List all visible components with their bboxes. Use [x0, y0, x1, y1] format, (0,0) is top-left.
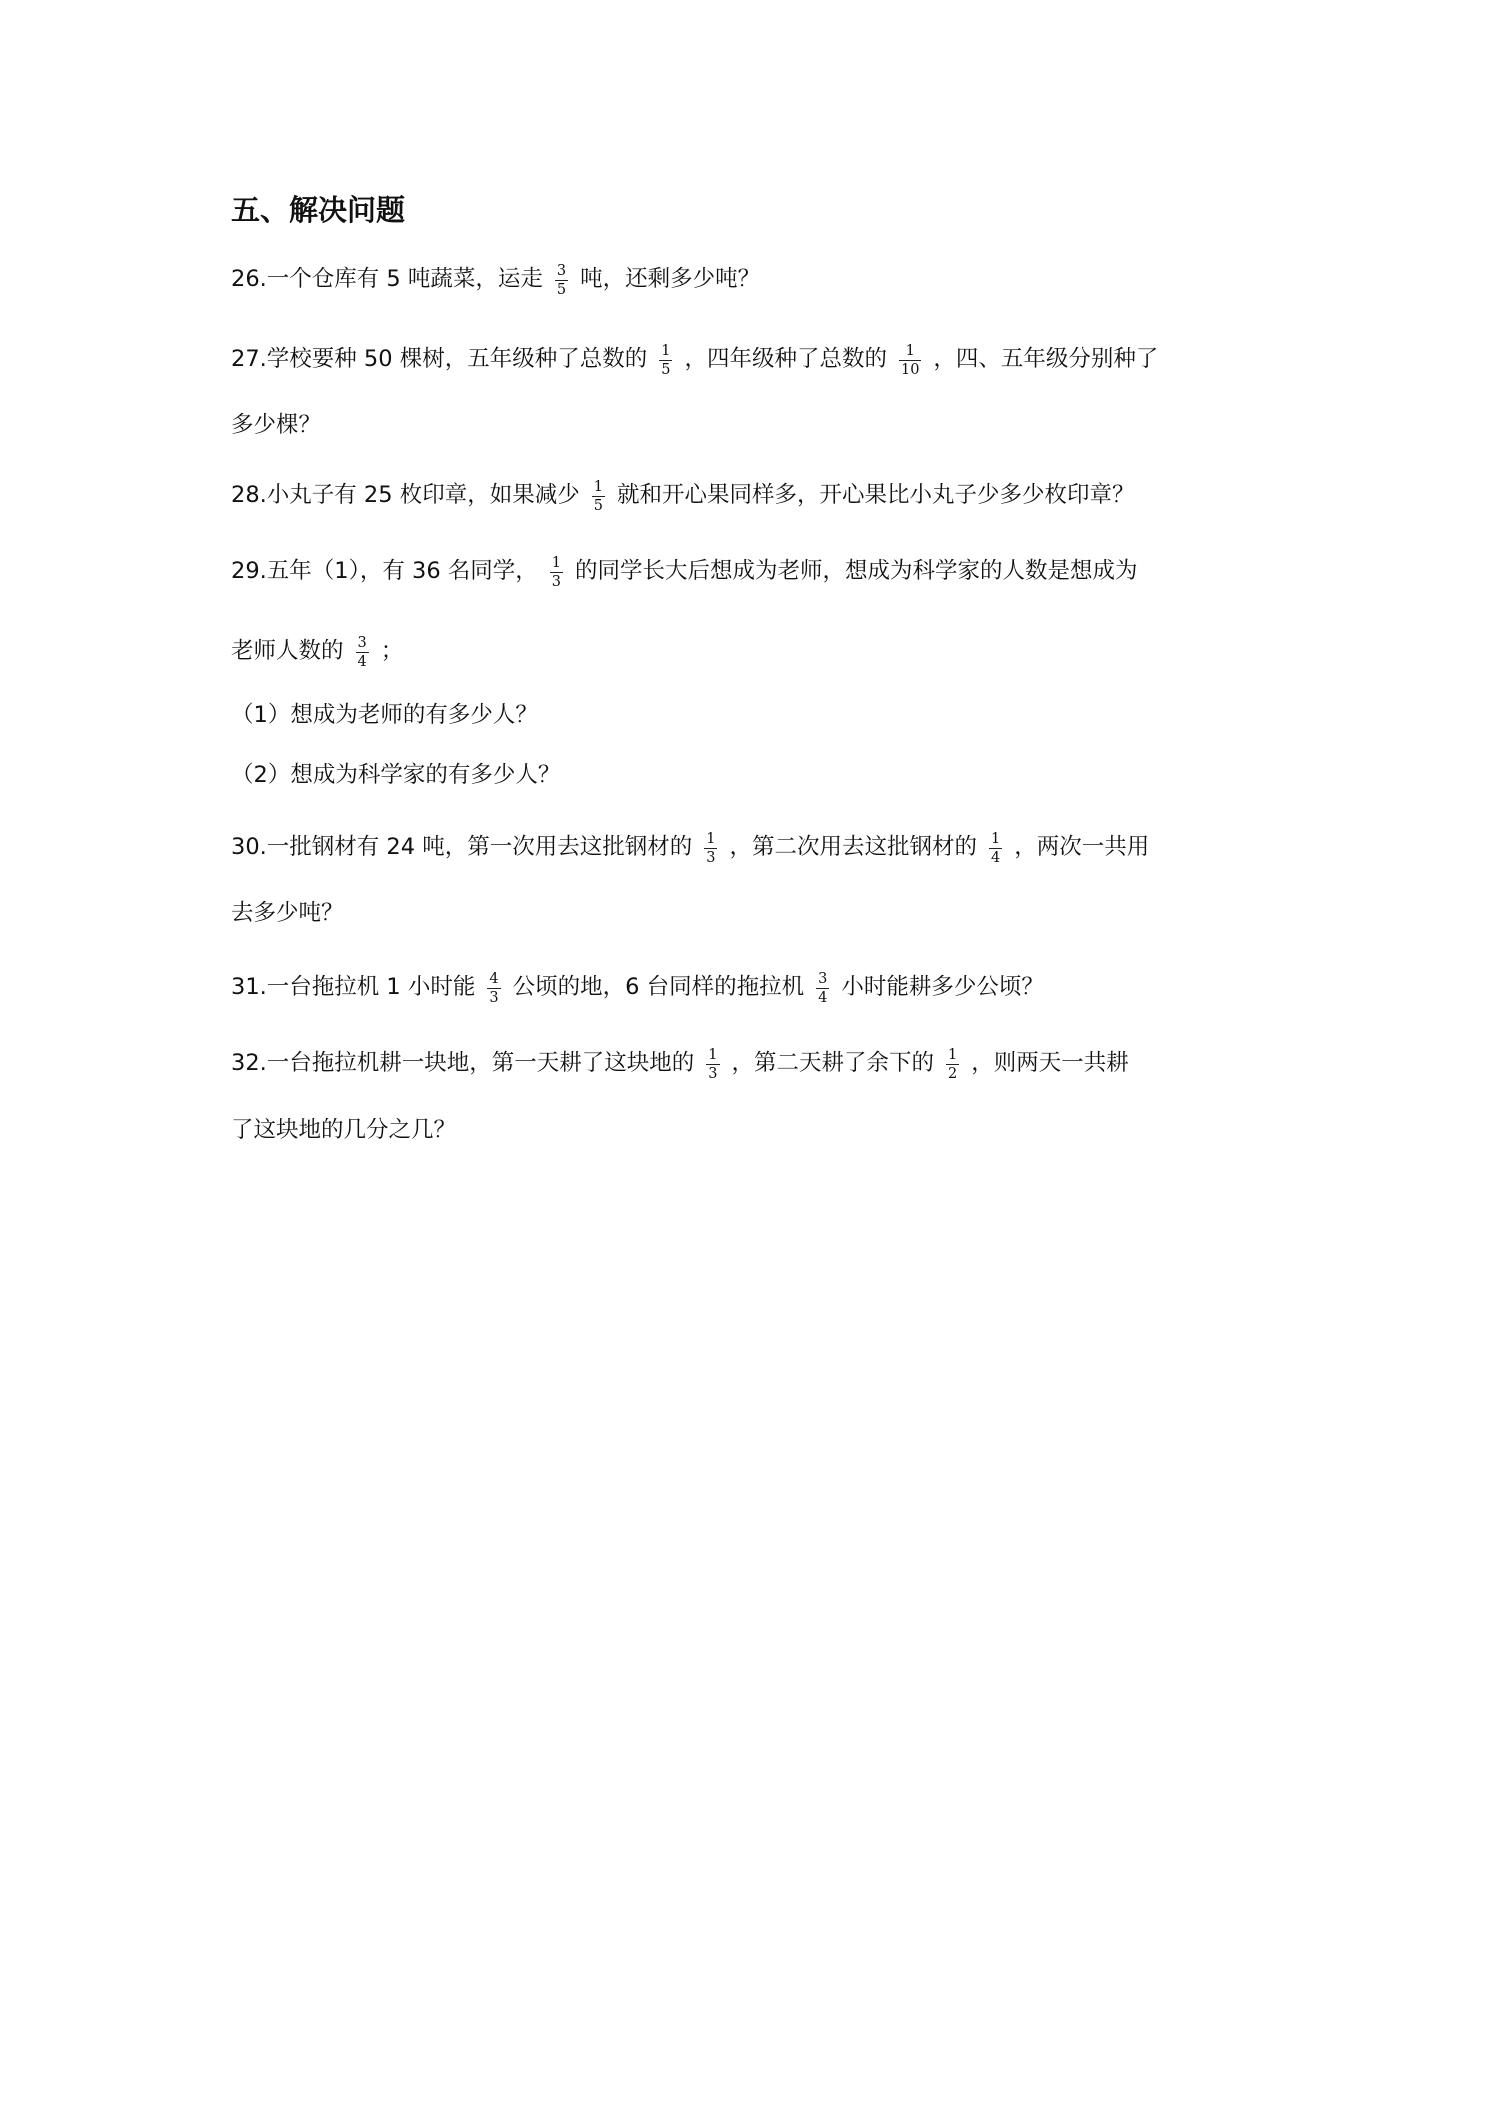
fraction: [989, 831, 1002, 866]
fraction: [706, 1047, 719, 1082]
fraction-numerator: 1: [905, 342, 915, 359]
question-27: [231, 339, 1158, 379]
fraction-denominator: 5: [556, 281, 567, 298]
question-29: [231, 551, 1138, 591]
fraction-denominator: 4: [818, 989, 828, 1006]
question-text: ，四年级种了总数的: [684, 346, 887, 372]
fraction-denominator: 4: [357, 653, 367, 670]
fraction: [487, 971, 500, 1006]
fraction: [550, 555, 563, 590]
sub-question-text: （1）想成为老师的有多少人？: [231, 702, 538, 728]
fraction-bar: [706, 1064, 719, 1065]
fraction-denominator: 3: [706, 849, 716, 866]
fraction-bar: [704, 848, 717, 849]
fraction-denominator: 3: [551, 573, 562, 590]
fraction-numerator: 3: [556, 262, 567, 279]
fraction-bar: [550, 572, 563, 573]
question-26: [231, 259, 760, 299]
fraction-denominator: 2: [948, 1065, 958, 1082]
fraction-denominator: 10: [900, 361, 920, 378]
fraction-bar: [592, 496, 605, 497]
fraction: [704, 831, 717, 866]
fraction-numerator: 1: [661, 342, 671, 359]
fraction-bar: [487, 988, 500, 989]
section-title: 五、解决问题: [231, 193, 406, 227]
fraction-bar: [946, 1064, 959, 1065]
fraction-numerator: 1: [706, 830, 716, 847]
question-30: [231, 827, 1149, 867]
fraction-numerator: 1: [948, 1046, 958, 1063]
question-text: 了这块地的几分之几？: [231, 1117, 457, 1143]
fraction: [816, 971, 829, 1006]
fraction: [946, 1047, 959, 1082]
fraction-denominator: 4: [990, 849, 1001, 866]
question-text: 30.一批钢材有 24 吨，第一次用去这批钢材的: [231, 834, 693, 860]
fraction: [659, 343, 672, 378]
question-text: 31.一台拖拉机 1 小时能: [231, 974, 476, 1000]
question-29-sub-2: [231, 755, 560, 795]
question-31: [231, 967, 1044, 1007]
question-32: [231, 1043, 1129, 1083]
fraction-bar: [989, 848, 1002, 849]
question-text: ；: [380, 638, 404, 664]
fraction-denominator: 5: [661, 361, 671, 378]
question-text: 的同学长大后想成为老师，想成为科学家的人数是想成为: [575, 558, 1138, 584]
question-text: ，第二天耕了余下的: [731, 1050, 935, 1076]
question-text: ，则两天一共耕: [971, 1050, 1129, 1076]
question-text: ，两次一共用: [1014, 834, 1150, 860]
fraction-denominator: 5: [593, 497, 603, 514]
question-text: 吨，还剩多少吨？: [580, 266, 761, 292]
question-text: 多少棵？: [231, 412, 322, 438]
fraction-numerator: 4: [489, 970, 499, 987]
fraction: [899, 343, 921, 378]
fraction-numerator: 1: [593, 478, 603, 495]
question-text: 就和开心果同样多，开心果比小丸子少多少枚印章？: [616, 482, 1135, 508]
fraction-bar: [899, 360, 921, 361]
question-text: 26.一个仓库有 5 吨蔬菜，运走: [231, 266, 543, 292]
fraction-denominator: 3: [708, 1065, 718, 1082]
sub-question-text: （2）想成为科学家的有多少人？: [231, 762, 561, 788]
fraction-denominator: 3: [489, 989, 499, 1006]
fraction: [356, 635, 369, 670]
question-text: 32.一台拖拉机耕一块地，第一天耕了这块地的: [231, 1050, 695, 1076]
question-29-sub-1: [231, 695, 538, 735]
question-30-continued: [231, 893, 344, 933]
question-text: 28.小丸子有 25 枚印章，如果减少: [231, 482, 580, 508]
question-32-continued: [231, 1110, 456, 1150]
fraction-numerator: 1: [708, 1046, 718, 1063]
question-text: 去多少吨？: [231, 900, 344, 926]
question-29-continued: [231, 631, 403, 671]
question-28: [231, 475, 1134, 515]
fraction-bar: [659, 360, 672, 361]
question-text: 29.五年（1），有 36 名同学，: [231, 558, 538, 584]
fraction-bar: [555, 280, 568, 281]
question-text: 小时能耕多少公顷？: [841, 974, 1044, 1000]
fraction-numerator: 1: [990, 830, 1001, 847]
question-text: 公顷的地，6 台同样的拖拉机: [512, 974, 805, 1000]
fraction: [555, 263, 568, 298]
question-text: 老师人数的: [231, 638, 344, 664]
question-text: 27.学校要种 50 棵树，五年级种了总数的: [231, 346, 648, 372]
fraction-bar: [816, 988, 829, 989]
question-27-continued: [231, 405, 321, 445]
fraction-numerator: 3: [357, 634, 367, 651]
fraction-numerator: 1: [551, 554, 562, 571]
fraction-bar: [356, 652, 369, 653]
question-text: ，第二次用去这批钢材的: [729, 834, 977, 860]
fraction-numerator: 3: [818, 970, 828, 987]
fraction: [592, 479, 605, 514]
question-text: ，四、五年级分别种了: [933, 346, 1159, 372]
